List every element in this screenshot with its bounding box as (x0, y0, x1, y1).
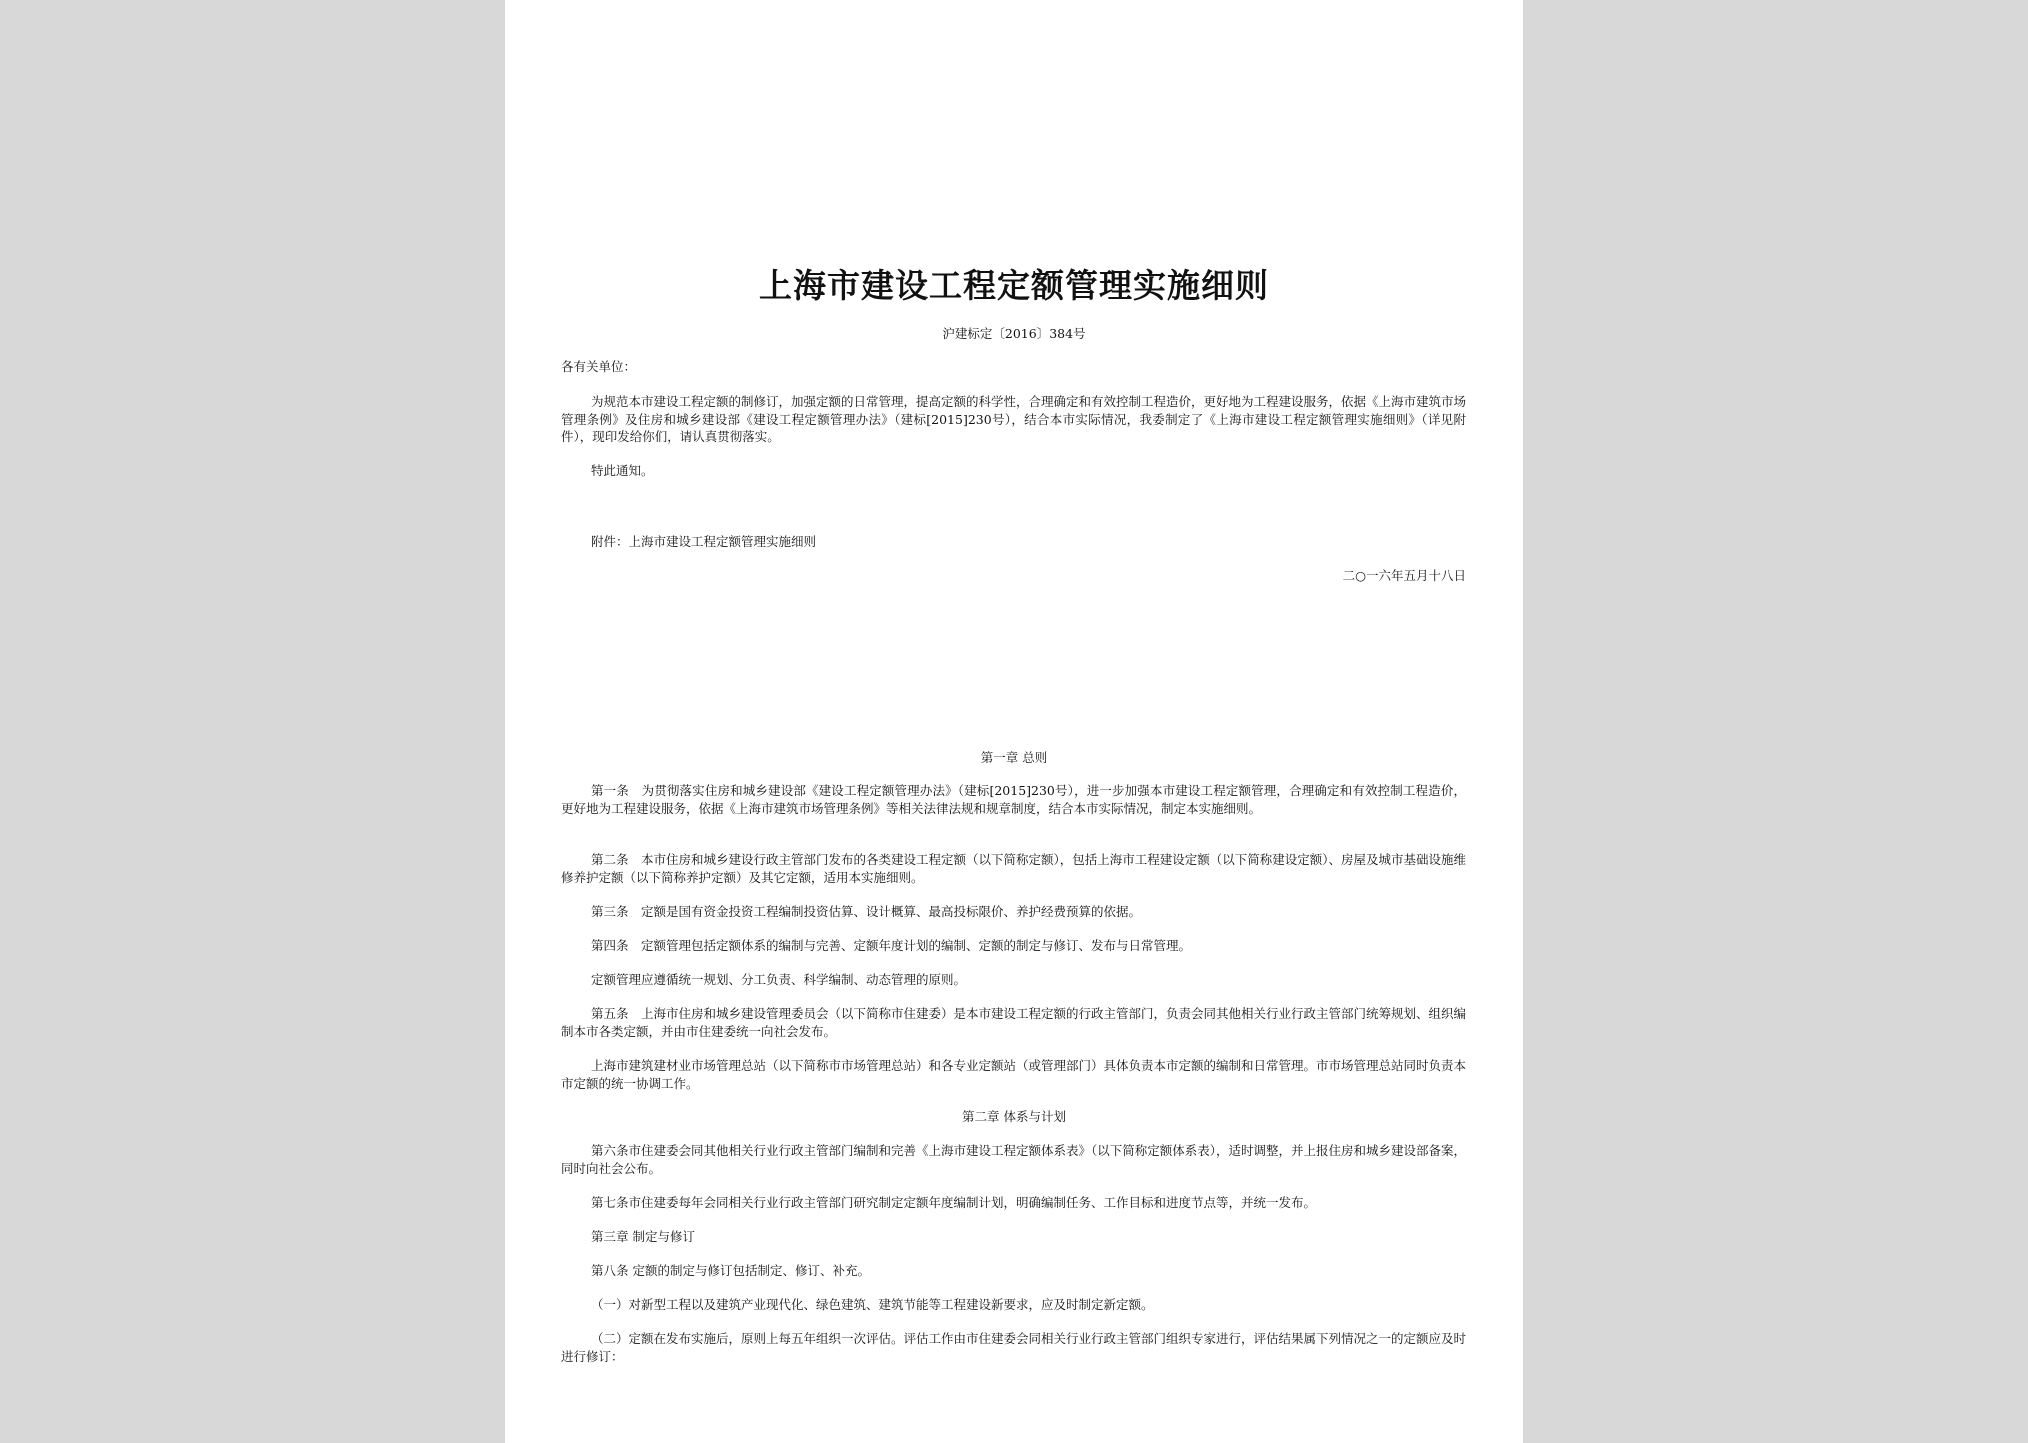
chapter-1-heading: 第一章 总则 (980, 750, 1048, 765)
article-8-item-1: （一）对新型工程以及建筑产业现代化、绿色建筑、建筑节能等工程建设新要求，应及时制定新定额。 (591, 1297, 1154, 1312)
document-title: 上海市建设工程定额管理实施细则 (759, 266, 1269, 305)
article-7: 第七条市住建委每年会同相关行业行政主管部门研究制定定额年度编制计划，明确编制任务、工作目标和进度节点等，并统一发布。 (591, 1195, 1317, 1210)
article-1: 第一条 为贯彻落实住房和城乡建设部《建设工程定额管理办法》（建标[2015]230号），进一步加强本市建设工程定额管理，合理确定和有效控制工程造价，更好地为工程建设服务，依据《上海市建筑市场管理条例》等相关法律法规和规章制度，结合本市实际情况，制定本实施细则。 (561, 783, 1466, 816)
chapter-2-heading: 第二章 体系与计划 (962, 1109, 1066, 1124)
issue-date: 二○一六年五月十八日 (1342, 568, 1466, 583)
article-6: 第六条市住建委会同其他相关行业行政主管部门编制和完善《上海市建设工程定额体系表》（以下简称定额体系表），适时调整，并上报住房和城乡建设部备案，同时向社会公布。 (561, 1143, 1467, 1176)
chapter-3-heading: 第三章 制定与修订 (591, 1229, 695, 1244)
notice-text: 特此通知。 (591, 463, 654, 478)
article-4-principle: 定额管理应遵循统一规划、分工负责、科学编制、动态管理的原则。 (591, 972, 967, 987)
article-5-detail: 上海市建筑建材业市场管理总站（以下简称市市场管理总站）和各专业定额站（或管理部门）具体负责本市定额的编制和日常管理。市市场管理总站同时负责本市定额的统一协调工作。 (561, 1058, 1467, 1091)
intro-paragraph: 为规范本市建设工程定额的制修订，加强定额的日常管理，提高定额的科学性，合理确定和有效控制工程造价，更好地为工程建设服务，依据《上海市建筑市场管理条例》及住房和城乡建设部《建设工程定额管理办法》（建标[2015]230号），结合本市实际情况，我委制定了《上海市建设工程定额管理实施细则》（详见附件），现印发给你们，请认真贯彻落实。 (561, 394, 1467, 444)
article-8-item-2: （二）定额在发布实施后，原则上每五年组织一次评估。评估工作由市住建委会同相关行业行政主管部门组织专家进行，评估结果属下列情况之一的定额应及时进行修订： (561, 1331, 1467, 1364)
article-3: 第三条 定额是国有资金投资工程编制投资估算、设计概算、最高投标限价、养护经费预算的依据。 (591, 904, 1142, 919)
attachment-line: 附件：上海市建设工程定额管理实施细则 (591, 534, 817, 549)
article-4: 第四条 定额管理包括定额体系的编制与完善、定额年度计划的编制、定额的制定与修订、发布与日常管理。 (591, 938, 1192, 953)
article-8: 第八条 定额的制定与修订包括制定、修订、补充。 (591, 1263, 870, 1278)
document-page (505, 0, 1523, 1443)
document-number: 沪建标定〔2016〕384号 (942, 326, 1086, 341)
article-2: 第二条 本市住房和城乡建设行政主管部门发布的各类建设工程定额（以下简称定额），包括上海市工程建设定额（以下简称建设定额）、房屋及城市基础设施维修养护定额（以下简称养护定额）及其它定额，适用本实施细则。 (561, 852, 1467, 885)
article-5: 第五条 上海市住房和城乡建设管理委员会（以下简称市住建委）是本市建设工程定额的行政主管部门，负责会同其他相关行业行政主管部门统筹规划、组织编制本市各类定额，并由市住建委统一向社会发布。 (561, 1006, 1467, 1039)
addressee: 各有关单位： (561, 359, 637, 374)
